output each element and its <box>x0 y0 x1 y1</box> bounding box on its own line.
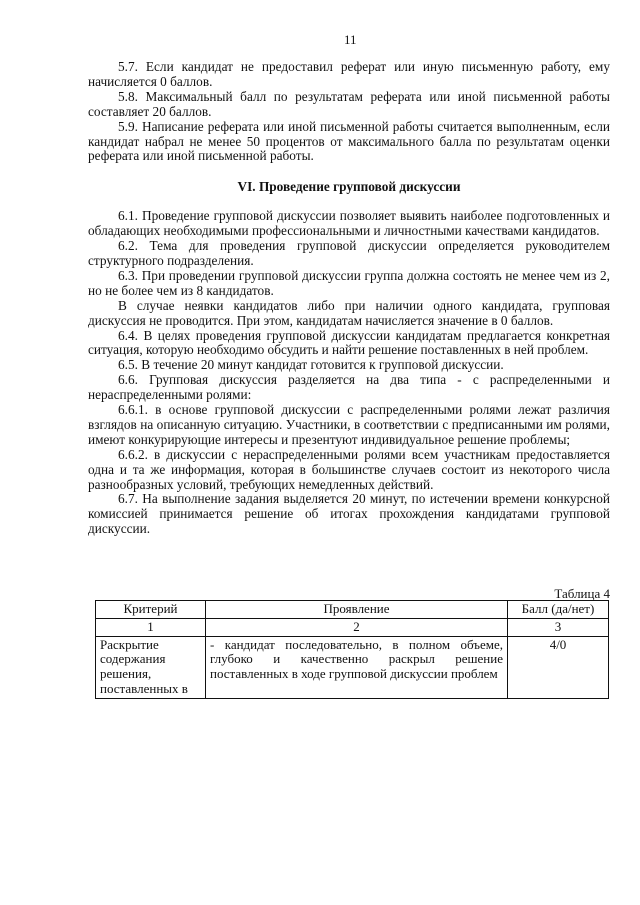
table-number-row <box>96 618 609 636</box>
header-criterion: Критерий <box>96 601 206 619</box>
paragraph-6-6-1: 6.6.1. в основе групповой дискуссии с распределенными ролями лежат различия взглядов на описанную ситуацию. Участники, в соответствии с предписанными им ролями, имеют конкурирующие интересы и презентуют индивидуальное решение проблемы; <box>88 402 610 447</box>
header-score: Балл (да/нет) <box>508 601 609 619</box>
criteria-table <box>95 600 609 699</box>
table-row <box>96 636 609 698</box>
paragraph-6-4: 6.4. В целях проведения групповой дискуссии кандидатам предлагается конкретная ситуация, которую необходимо обсудить и найти решение поставленных в ней проблем. <box>88 327 610 358</box>
paragraph-5-7: 5.7. Если кандидат не предоставил реферат или иную письменную работу, ему начисляется 0 баллов. <box>88 59 610 89</box>
paragraph-no-show: В случае неявки кандидатов либо при наличии одного кандидата, групповая дискуссия не проводится. При этом, кандидатам начисляется значение в 0 баллов. <box>88 297 610 328</box>
paragraph-6-1: 6.1. Проведение групповой дискуссии позволяет выявить наиболее подготовленных и обладающих необходимыми профессиональными и личностными качествами кандидатов. <box>88 208 610 239</box>
table-caption: Таблица 4 <box>554 586 610 601</box>
cell-criterion: Раскрытие содержания решения, поставленных в <box>96 636 206 698</box>
paragraph-6-7: 6.7. На выполнение задания выделяется 20 минут, по истечении времени конкурсной комиссией принимается решение об итогах прохождения кандидатами групповой дискуссии. <box>88 491 610 537</box>
section-title: VI. Проведение групповой дискуссии <box>237 179 461 195</box>
table-header-row <box>96 601 609 619</box>
paragraph-6-3: 6.3. При проведении групповой дискуссии группа должна состоять не менее чем из 2, но не более чем из 8 кандидатов. <box>88 267 610 298</box>
page-number: 11 <box>344 32 357 47</box>
paragraph-5-9: 5.9. Написание реферата или иной письменной работы считается выполненным, если кандидат набрал не менее 50 процентов от максимального балла по результатам оценки реферата или иной письменной работы. <box>88 118 610 164</box>
paragraph-5-8: 5.8. Максимальный балл по результатам реферата или иной письменной работы составляет 20 баллов. <box>88 88 610 119</box>
paragraph-6-6-2: 6.6.2. в дискуссии с нераспределенными ролями всем участникам предоставляется одна и та же информация, которая в большинстве случаев состоит из некоторого числа разнообразных условий, требующих немедленных действий. <box>88 446 610 492</box>
column-number-3: 3 <box>508 618 609 636</box>
header-manifestation: Проявление <box>206 601 508 619</box>
cell-manifestation: - кандидат последовательно, в полном объеме, глубоко и качественно раскрыл решение поставленных в ходе групповой дискуссии проблем <box>206 636 508 698</box>
paragraph-6-6: 6.6. Групповая дискуссия разделяется на два типа - с распределенными и нераспределенными ролями: <box>88 372 610 403</box>
column-number-1: 1 <box>96 618 206 636</box>
paragraph-6-5: 6.5. В течение 20 минут кандидат готовится к групповой дискуссии. <box>118 357 504 373</box>
column-number-2: 2 <box>206 618 508 636</box>
cell-score: 4/0 <box>508 636 609 698</box>
paragraph-6-2: 6.2. Тема для проведения групповой дискуссии определяется руководителем структурного подразделения. <box>88 238 610 268</box>
document-body <box>88 60 610 537</box>
